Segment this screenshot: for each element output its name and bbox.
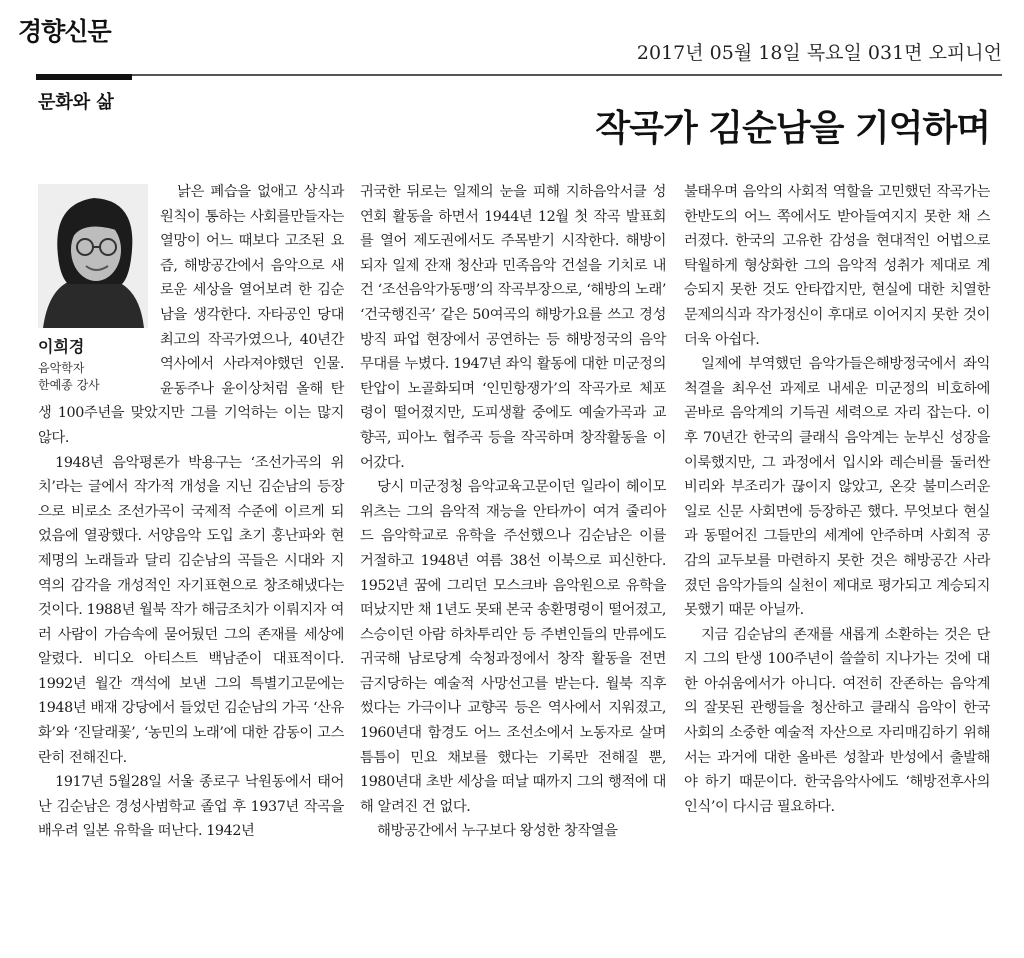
author-title: 음악학자 bbox=[38, 361, 85, 375]
newspaper-masthead: 경향신문 bbox=[18, 17, 111, 46]
dateline: 2017년 05월 18일 목요일 031면 오피니언 bbox=[636, 42, 1002, 64]
paragraph: 1948년 음악평론가 박용구는 ‘조선가곡의 위치’라는 글에서 작가적 개성을 지닌 김순남의 등장으로 비로소 조선가곡이 국제적 수준에 이르게 되었음에 열광했다. 서양음악 도입 초기 홍난파와 현제명의 노래들과 달리 김순남의 곡들은 시대와 지역의 감각을 개성적인 자기표현으로 창조해냈다는 것이다. 1988년 월북 작가 해금조치가 이뤄지자 여러 사람이 가슴속에 묻어뒀던 그의 존재를 세상에 알렸다. 비디오 아티스트 백남준이 대표적이다. 1992년 월간 객석에 보낸 그의 특별기고문에는 1948년 배재 강당에서 들었던 김순남의 가곡 ‘산유화’와 ‘진달래꽃’, ‘농민의 노래’에 대한 감동이 고스란히 전해진다. bbox=[38, 454, 344, 766]
section-title: 문화와 삶 bbox=[38, 92, 114, 113]
article-column-1 bbox=[38, 180, 344, 844]
article-column-3 bbox=[684, 180, 990, 819]
paragraph: 당시 미군정청 음악교육고문이던 일라이 헤이모위츠는 그의 음악적 재능을 안타까이 여겨 줄리아드 음악학교로 유학을 주선했으나 김순남은 이를 거절하고 1948년 여름 38선 이북으로 피신한다. 1952년 꿈에 그리던 모스크바 음악원으로 유학을 떠났지만 채 1년도 못돼 본국 송환명령이 떨어졌고, 스승이던 아람 하차투리안 등 주변인들의 만류에도 귀국해 남로당계 숙청과정에서 창작 활동을 전면 금지당하는 예술적 사망선고를 받는다. 월북 직후 썼다는 가극이나 교향곡 등은 역사에서 지워졌고, 1960년대 함경도 어느 조선소에서 노동자로 살며 틈틈이 민요 채보를 했다는 기록만 전해질 뿐, 1980년대 초반 세상을 떠날 때까지 그의 행적에 대해 알려진 건 없다. bbox=[360, 479, 666, 815]
paragraph: 불태우며 음악의 사회적 역할을 고민했던 작곡가는 한반도의 어느 쪽에서도 받아들여지지 못한 채 스러졌다. 한국의 고유한 감성을 현대적인 어법으로 탁월하게 형상화한 그의 음악적 성취가 제대로 계승되지 못한 것도 안타깝지만, 현실에 대한 치열한 문제의식과 작가정신이 후대로 이어지지 못한 것이 더욱 아쉽다. bbox=[684, 184, 990, 348]
article-headline: 작곡가 김순남을 기억하며 bbox=[595, 108, 990, 149]
paragraph: 해방공간에서 누구보다 왕성한 창작열을 bbox=[377, 823, 618, 840]
author-name: 이희경 bbox=[38, 337, 85, 356]
section-rule bbox=[36, 74, 132, 80]
paragraph: 귀국한 뒤로는 일제의 눈을 피해 지하음악서클 성연회 활동을 하면서 1944년 12월 첫 작곡 발표회를 열어 제도권에서도 주목받기 시작한다. 해방이 되자 일제 잔재 청산과 민족음악 건설을 기치로 내건 ‘조선음악가동맹’의 작곡부장으로, ‘해방의 노래’ ‘건국행진곡’ 같은 50여곡의 해방가요를 쓰고 경성방직 파업 현장에서 공연하는 등 해방정국의 음악무대를 누볐다. 1947년 좌익 활동에 대한 미군정의 탄압이 노골화되며 ‘인민항쟁가’의 작곡가로 체포령이 떨어졌지만, 도피생활 중에도 예술가곡과 교향곡, 피아노 협주곡 등을 작곡하며 창작활동을 이어갔다. bbox=[360, 184, 666, 471]
header-rule bbox=[36, 74, 1002, 76]
author-affiliation: 한예종 강사 bbox=[38, 378, 100, 392]
paragraph: 1917년 5월28일 서울 종로구 낙원동에서 태어난 김순남은 경성사범학교 졸업 후 1937년 작곡을 배우려 일본 유학을 떠난다. 1942년 bbox=[38, 774, 344, 840]
paragraph: 낡은 폐습을 없애고 상식과 원칙이 통하는 사회를만들자는열망이 어느 때보다 고조된 요즘, 해방공간에서 음악으로 새로운 세상을 열어보려 한 김순남을 생각한다. 자타공인 당대 최고의 작곡가였으나, 40년간 역사에서 사라져야했던 인물. 윤동주나 윤이상처럼 올해 탄생 100주년을 맞았지만 그를 기억하는 이는 많지 않다. bbox=[38, 184, 344, 446]
article-column-2 bbox=[360, 180, 666, 844]
paragraph: 일제에 부역했던 음악가들은해방정국에서 좌익 척결을 최우선 과제로 내세운 미군정의 비호하에 곧바로 음악계의 기득권 세력으로 자리 잡는다. 이후 70년간 한국의 클래식 음악계는 눈부신 성장을 이룩했지만, 그 과정에서 입시와 레슨비를 둘러싼 비리와 부조리가 끊이지 않았고, 온갖 불미스러운 일로 신문 사회면에 등장하곤 했다. 무엇보다 현실과 동떨어진 그들만의 세계에 안주하며 사회적 공감의 교두보를 마련하지 못한 것은 해방공간 사라졌던 음악가들의 실천이 제대로 평가되고 계승되지 못했기 때문 아닐까. bbox=[684, 356, 990, 619]
photo-wrap-space bbox=[38, 180, 160, 400]
paragraph: 지금 김순남의 존재를 새롭게 소환하는 것은 단지 그의 탄생 100주년이 쓸쓸히 지나가는 것에 대한 아쉬움에서가 아니다. 여전히 잔존하는 음악계의 잘못된 관행들을 청산하고 클래식 음악이 한국 사회의 소중한 예술적 자산으로 자리매김하기 위해서는 과거에 대한 올바른 성찰과 반성에서 출발해야 하기 때문이다. 한국음악사에도 ‘해방전후사의 인식’이 다시금 필요하다. bbox=[684, 626, 990, 815]
